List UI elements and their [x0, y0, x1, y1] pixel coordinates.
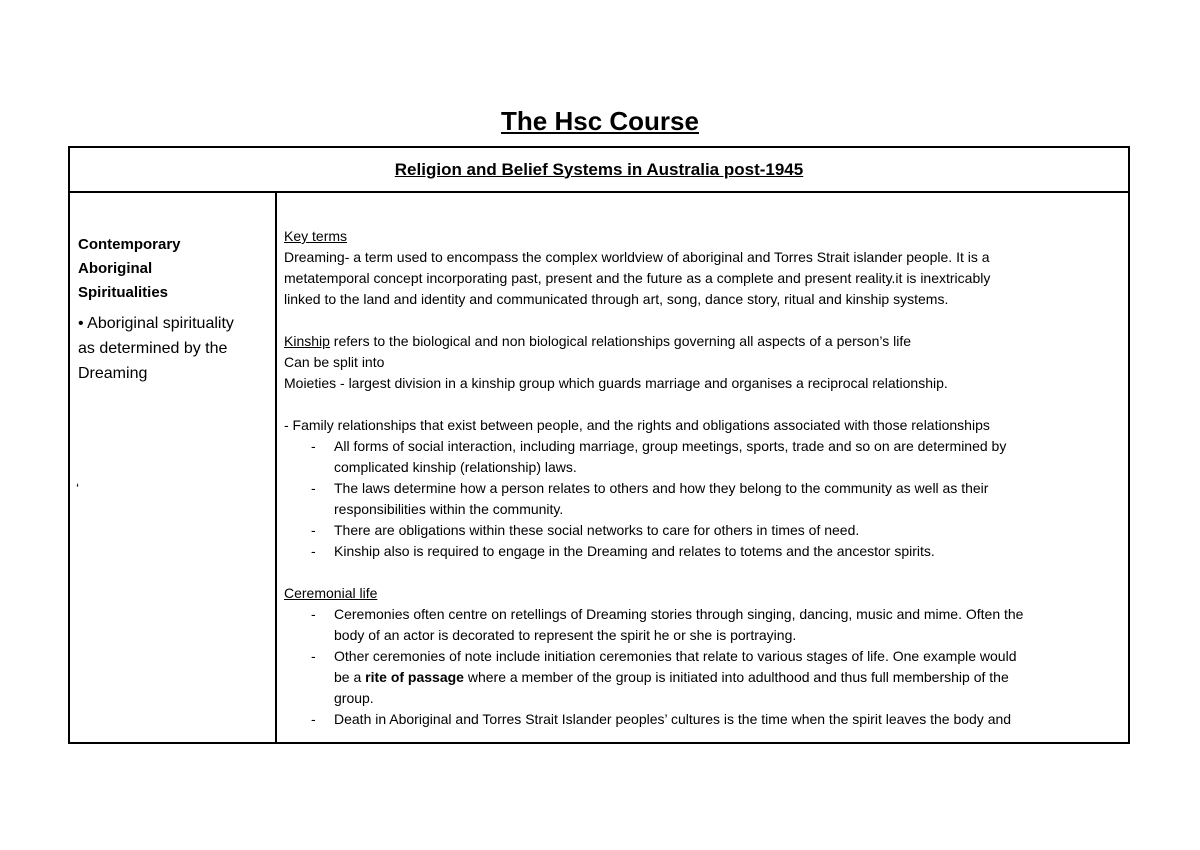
list-item [284, 520, 1124, 541]
list-item-line: responsibilities within the community. [334, 501, 564, 517]
topic-bullet-line: • Aboriginal spirituality [78, 315, 234, 332]
dash-bullet: - [311, 480, 316, 496]
kinship-definition [284, 331, 1124, 352]
dreaming-definition-line: linked to the land and identity and communicated through art, song, dance story, ritual and kinship systems. [284, 291, 949, 307]
page-title: The Hsc Course [501, 106, 699, 136]
dash-bullet: - [311, 648, 316, 664]
kinship-definition-text: refers to the biological and non biological relationships governing all aspects of a person’s life [329, 333, 912, 349]
rite-of-passage-term: rite of passage [365, 669, 464, 685]
dash-bullet: - [311, 543, 316, 559]
list-item [284, 541, 1124, 562]
list-item [284, 646, 1124, 709]
topic-heading-line: Spiritualities [78, 284, 169, 301]
dash-bullet: - [311, 438, 316, 454]
ceremonial-life-heading: Ceremonial life [284, 585, 378, 601]
list-item [284, 436, 1124, 478]
moieties-line: Moieties - largest division in a kinship group which guards marriage and organises a reciprocal relationship. [284, 375, 948, 391]
list-item-line: The laws determine how a person relates to others and how they belong to the community as well as their [334, 480, 989, 496]
topic-bullet-line: Dreaming [78, 365, 148, 382]
family-relationships-line: - Family relationships that exist between people, and the rights and obligations associated with those relationships [284, 417, 990, 433]
topic-column [78, 233, 270, 386]
list-item-line: All forms of social interaction, including marriage, group meetings, sports, trade and so on are determined by [334, 438, 1007, 454]
topic-heading [78, 233, 270, 305]
split-line: Can be split into [284, 354, 385, 370]
list-item [284, 709, 1124, 730]
dash-bullet: - [311, 711, 316, 727]
spacer [284, 562, 1124, 583]
list-item [284, 478, 1124, 520]
list-item-line: complicated kinship (relationship) laws. [334, 459, 577, 475]
dash-bullet: - [311, 606, 316, 622]
list-item-line: body of an actor is decorated to represent the spirit he or she is portraying. [334, 627, 797, 643]
text-run: be a [334, 669, 366, 685]
topic-heading-line: Contemporary [78, 236, 181, 253]
text-run: where a member of the group is initiated into adulthood and thus full membership of the [463, 669, 1009, 685]
list-item-line [334, 667, 1124, 688]
list-item-line: There are obligations within these social networks to care for others in times of need. [334, 522, 860, 538]
key-terms-heading: Key terms [284, 228, 348, 244]
notes-column [284, 226, 1124, 730]
list-item-line: Kinship also is required to engage in the Dreaming and relates to totems and the ancestor spirits. [334, 543, 935, 559]
dreaming-definition-line: metatemporal concept incorporating past, present and the future as a complete and present reality.it is inextricably [284, 270, 991, 286]
stray-quote-mark: ‘ [76, 480, 80, 496]
spacer [284, 310, 1124, 331]
spacer [284, 394, 1124, 415]
topic-bullet [78, 311, 270, 386]
column-divider [275, 191, 277, 742]
topic-heading-line: Aboriginal [78, 260, 153, 277]
content-table [68, 146, 1130, 744]
list-item-line: Ceremonies often centre on retellings of Dreaming stories through singing, dancing, music and mime. Often the [334, 606, 1024, 622]
dreaming-definition-line: Dreaming- a term used to encompass the complex worldview of aboriginal and Torres Strait islander people. It is a [284, 249, 990, 265]
list-item-line: group. [334, 690, 374, 706]
kinship-term: Kinship [284, 333, 330, 349]
section-header: Religion and Belief Systems in Australia post-1945 [70, 148, 1128, 193]
list-item [284, 604, 1124, 646]
topic-bullet-line: as determined by the [78, 340, 228, 357]
list-item-line: Other ceremonies of note include initiation ceremonies that relate to various stages of life. One example would [334, 648, 1017, 664]
list-item-line: Death in Aboriginal and Torres Strait Islander peoples’ cultures is the time when the spirit leaves the body and [334, 711, 1012, 727]
dash-bullet: - [311, 522, 316, 538]
